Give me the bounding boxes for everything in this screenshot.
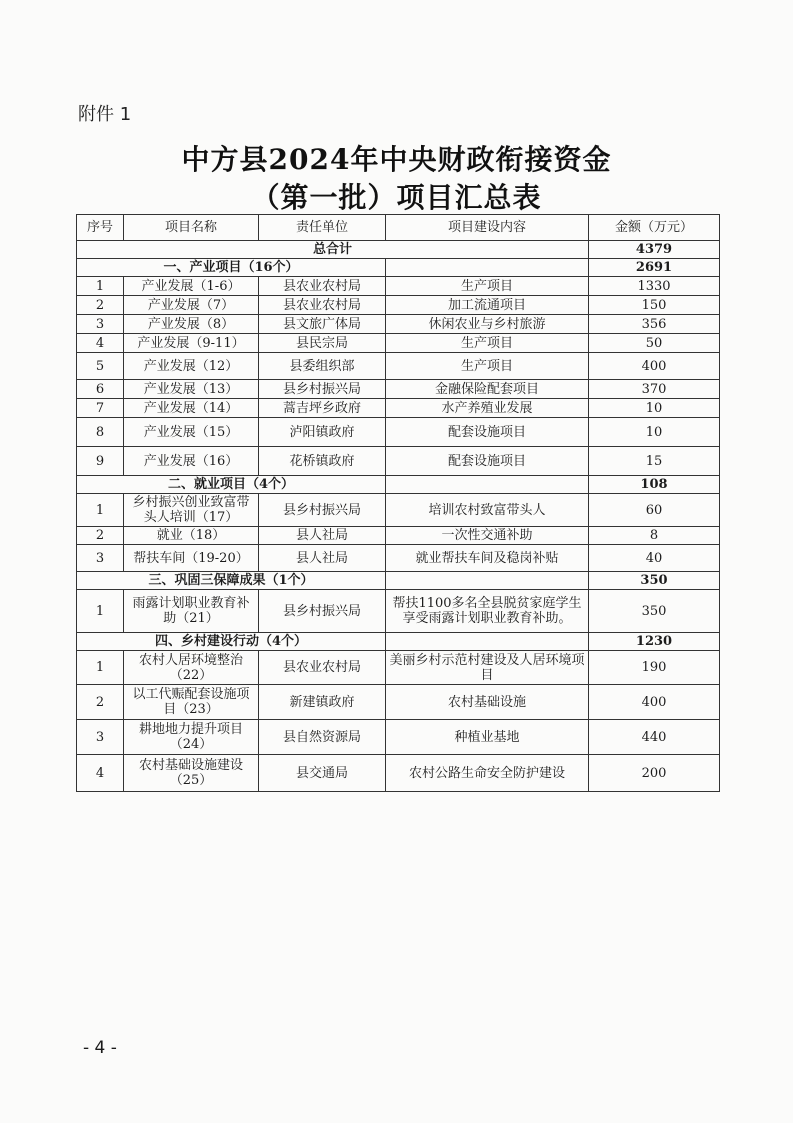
row-unit: 新建镇政府	[259, 685, 386, 720]
document-title-line2: （第一批）项目汇总表	[251, 181, 542, 214]
row-unit: 泸阳镇政府	[259, 418, 386, 447]
row-no: 4	[77, 755, 124, 792]
row-name: 产业发展（9-11）	[124, 334, 259, 353]
row-name: 农村基础设施建设（25）	[124, 755, 259, 792]
row-no: 4	[77, 334, 124, 353]
row-amount: 350	[589, 590, 720, 633]
section-label: 一、产业项目（16个）	[77, 259, 386, 277]
row-name: 产业发展（8）	[124, 315, 259, 334]
table-row	[77, 380, 720, 399]
header-construction-content: 项目建设内容	[386, 215, 589, 241]
grand-total-label: 总合计	[77, 241, 589, 259]
section-label: 四、乡村建设行动（4个）	[77, 633, 386, 651]
table-row	[77, 590, 720, 633]
row-content: 帮扶1100多名全县脱贫家庭学生享受雨露计划职业教育补助。	[386, 590, 589, 633]
row-content: 金融保险配套项目	[386, 380, 589, 399]
row-amount: 356	[589, 315, 720, 334]
row-content: 配套设施项目	[386, 418, 589, 447]
row-no: 3	[77, 720, 124, 755]
row-amount: 400	[589, 685, 720, 720]
row-content: 农村基础设施	[386, 685, 589, 720]
table-row	[77, 447, 720, 476]
document-title-line1: 中方县2024年中央财政衔接资金	[181, 143, 612, 176]
section-label: 三、巩固三保障成果（1个）	[77, 572, 386, 590]
row-amount: 10	[589, 418, 720, 447]
section-row	[77, 476, 720, 494]
row-name: 乡村振兴创业致富带头人培训（17）	[124, 494, 259, 527]
row-content: 就业帮扶车间及稳岗补贴	[386, 545, 589, 572]
row-no: 1	[77, 651, 124, 685]
row-unit: 蒿吉坪乡政府	[259, 399, 386, 418]
table-row	[77, 277, 720, 296]
row-no: 9	[77, 447, 124, 476]
row-name: 产业发展（13）	[124, 380, 259, 399]
row-amount: 40	[589, 545, 720, 572]
row-unit: 县乡村振兴局	[259, 494, 386, 527]
row-no: 3	[77, 545, 124, 572]
row-unit: 县农业农村局	[259, 296, 386, 315]
row-name: 帮扶车间（19-20）	[124, 545, 259, 572]
row-name: 产业发展（1-6）	[124, 277, 259, 296]
row-amount: 60	[589, 494, 720, 527]
table-row	[77, 755, 720, 792]
row-content: 生产项目	[386, 353, 589, 380]
row-no: 2	[77, 685, 124, 720]
row-unit: 县民宗局	[259, 334, 386, 353]
section-amount: 1230	[589, 633, 720, 651]
row-no: 2	[77, 296, 124, 315]
row-unit: 县人社局	[259, 527, 386, 545]
section-amount: 2691	[589, 259, 720, 277]
row-name: 产业发展（15）	[124, 418, 259, 447]
section-blank	[386, 259, 589, 277]
row-no: 1	[77, 494, 124, 527]
row-name: 产业发展（7）	[124, 296, 259, 315]
section-amount: 350	[589, 572, 720, 590]
row-content: 配套设施项目	[386, 447, 589, 476]
page-number: - 4 -	[83, 1038, 117, 1058]
header-project-name: 项目名称	[124, 215, 259, 241]
row-amount: 150	[589, 296, 720, 315]
row-no: 1	[77, 277, 124, 296]
table-row	[77, 545, 720, 572]
row-amount: 200	[589, 755, 720, 792]
section-blank	[386, 633, 589, 651]
project-summary-table	[76, 214, 720, 792]
row-content: 一次性交通补助	[386, 527, 589, 545]
grand-total-row	[77, 241, 720, 259]
section-blank	[386, 476, 589, 494]
table-row	[77, 685, 720, 720]
row-content: 农村公路生命安全防护建设	[386, 755, 589, 792]
row-no: 1	[77, 590, 124, 633]
row-content: 休闲农业与乡村旅游	[386, 315, 589, 334]
row-name: 农村人居环境整治（22）	[124, 651, 259, 685]
section-row	[77, 259, 720, 277]
row-content: 美丽乡村示范村建设及人居环境项目	[386, 651, 589, 685]
row-amount: 1330	[589, 277, 720, 296]
attachment-label: 附件 1	[78, 104, 132, 125]
row-amount: 400	[589, 353, 720, 380]
table-row	[77, 720, 720, 755]
header-amount: 金额（万元）	[589, 215, 720, 241]
row-name: 产业发展（14）	[124, 399, 259, 418]
row-unit: 县农业农村局	[259, 277, 386, 296]
row-name: 就业（18）	[124, 527, 259, 545]
row-content: 种植业基地	[386, 720, 589, 755]
row-no: 7	[77, 399, 124, 418]
row-unit: 县委组织部	[259, 353, 386, 380]
row-amount: 50	[589, 334, 720, 353]
row-unit: 县乡村振兴局	[259, 380, 386, 399]
row-name: 产业发展（12）	[124, 353, 259, 380]
section-blank	[386, 572, 589, 590]
row-amount: 10	[589, 399, 720, 418]
section-amount: 108	[589, 476, 720, 494]
row-amount: 370	[589, 380, 720, 399]
section-row	[77, 572, 720, 590]
row-content: 生产项目	[386, 277, 589, 296]
row-content: 生产项目	[386, 334, 589, 353]
table-row	[77, 527, 720, 545]
table-row	[77, 418, 720, 447]
table-row	[77, 334, 720, 353]
table-row	[77, 353, 720, 380]
table-row	[77, 494, 720, 527]
row-name: 雨露计划职业教育补助（21）	[124, 590, 259, 633]
row-content: 培训农村致富带头人	[386, 494, 589, 527]
row-amount: 8	[589, 527, 720, 545]
row-content: 加工流通项目	[386, 296, 589, 315]
row-unit: 县交通局	[259, 755, 386, 792]
row-unit: 县农业农村局	[259, 651, 386, 685]
row-name: 耕地地力提升项目（24）	[124, 720, 259, 755]
row-unit: 县文旅广体局	[259, 315, 386, 334]
row-content: 水产养殖业发展	[386, 399, 589, 418]
table-row	[77, 651, 720, 685]
row-no: 5	[77, 353, 124, 380]
section-row	[77, 633, 720, 651]
table-row	[77, 315, 720, 334]
grand-total-amount: 4379	[589, 241, 720, 259]
row-amount: 15	[589, 447, 720, 476]
row-unit: 县人社局	[259, 545, 386, 572]
row-name: 产业发展（16）	[124, 447, 259, 476]
row-unit: 花桥镇政府	[259, 447, 386, 476]
table-header-row	[77, 215, 720, 241]
header-no: 序号	[77, 215, 124, 241]
row-no: 2	[77, 527, 124, 545]
header-responsible-unit: 责任单位	[259, 215, 386, 241]
row-no: 8	[77, 418, 124, 447]
row-amount: 440	[589, 720, 720, 755]
table-row	[77, 296, 720, 315]
row-unit: 县自然资源局	[259, 720, 386, 755]
row-unit: 县乡村振兴局	[259, 590, 386, 633]
row-name: 以工代赈配套设施项目（23）	[124, 685, 259, 720]
table-row	[77, 399, 720, 418]
row-no: 3	[77, 315, 124, 334]
row-no: 6	[77, 380, 124, 399]
row-amount: 190	[589, 651, 720, 685]
section-label: 二、就业项目（4个）	[77, 476, 386, 494]
